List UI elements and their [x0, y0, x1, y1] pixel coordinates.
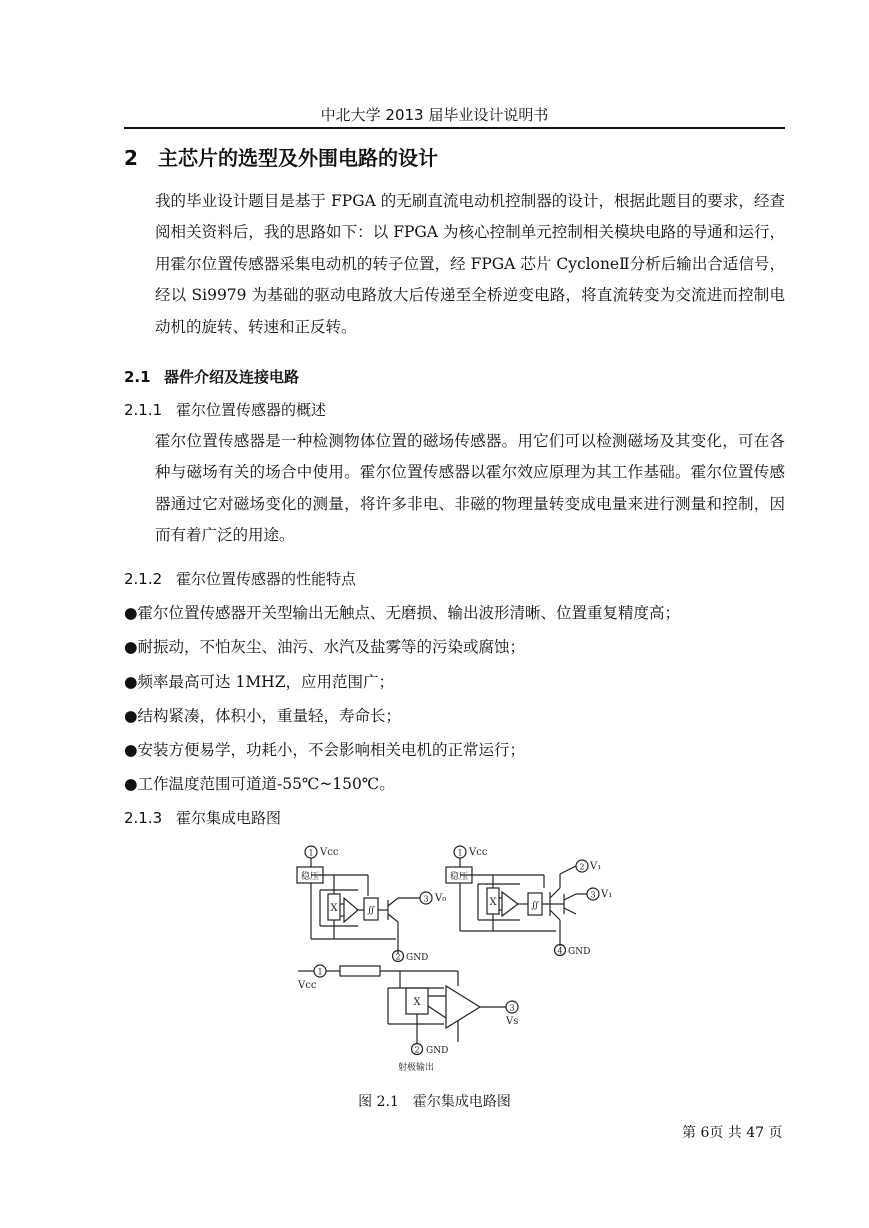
section-title: 霍尔集成电路图 [176, 809, 282, 827]
pin-number: 1 [308, 848, 314, 858]
vcc-label: Vcc [298, 980, 317, 991]
section-heading-2-1-2 [124, 568, 356, 589]
pin-number: 3 [590, 890, 596, 900]
feature-bullet: ●霍尔位置传感器开关型输出无触点、无磨损、输出波形清晰、位置重复精度高； [124, 604, 681, 622]
section-title: 器件介绍及连接电路 [164, 368, 300, 386]
pin-number: 2 [579, 862, 585, 872]
section-number: 2.1.3 [124, 809, 163, 827]
hall-overview-paragraph [124, 426, 785, 552]
vs-label: Vs [506, 1016, 519, 1027]
pin-number: 2 [395, 952, 401, 962]
hall-overview-text: 霍尔位置传感器是一种检测物体位置的磁场传感器。用它们可以检测磁场及其变化，可在各种与磁场有关的场合中使用。霍尔位置传感器以霍尔效应原理为其工作基础。霍尔位置传感器通过它对磁场变化的测量，将许多非电、非磁的物理量转变成电量来进行测量和控制，因而有着广泛的用途。 [155, 432, 785, 545]
gnd-label: GND [568, 947, 591, 957]
feature-bullet: ●安装方便易学，功耗小，不会影响相关电机的正常运行； [124, 741, 526, 759]
vo-label: V₀ [435, 893, 447, 904]
hall-x-label: X [330, 903, 338, 914]
chapter-title [124, 142, 438, 171]
hall-x-label: X [489, 897, 497, 908]
figure-caption: 图 2.1 霍尔集成电路图 [358, 1094, 511, 1110]
resistor [340, 966, 380, 976]
section-heading-2-1-1 [124, 399, 326, 420]
emitter-output-note: 射极输出 [398, 1063, 435, 1073]
trigger-label: ∬ [531, 901, 539, 911]
pin-number: 4 [557, 946, 563, 956]
gnd-label: GND [426, 1046, 449, 1056]
v2-label: V₁ [601, 889, 613, 900]
circuit-a [297, 846, 446, 963]
section-heading-2-1-3 [124, 807, 281, 828]
amplifier-triangle [446, 986, 480, 1028]
feature-bullet: ●工作温度范围可道道-55℃~150℃。 [124, 775, 395, 793]
section-number: 2.1.1 [124, 401, 163, 419]
vcc-label: Vcc [469, 847, 488, 858]
page-number: 第 6页 共 47 页 [682, 1125, 783, 1141]
regulator-label: 稳压 [449, 872, 469, 882]
feature-bullet: ●耐振动，不怕灰尘、油污、水汽及盐雾等的污染或腐蚀； [124, 638, 526, 656]
pin-number: 3 [509, 1003, 515, 1013]
chapter-number: 2 [124, 146, 138, 170]
feature-bullet: ●结构紧凑，体积小，重量轻，寿命长； [124, 707, 402, 725]
hall-circuit-figure [288, 838, 613, 1084]
amplifier-triangle [502, 892, 518, 916]
section-title: 霍尔位置传感器的概述 [176, 401, 327, 419]
running-header: 中北大学 2013 届毕业设计说明书 [320, 106, 549, 124]
vcc-label: Vcc [320, 847, 339, 858]
pin-number: 1 [457, 848, 463, 858]
pin-number: 3 [423, 894, 429, 904]
pin-number: 2 [414, 1045, 420, 1055]
section-number: 2.1.2 [124, 570, 163, 588]
pin-number: 1 [317, 967, 323, 977]
hall-x-label: X [413, 997, 421, 1008]
amplifier-triangle [344, 898, 358, 922]
v1-label: V₁ [590, 861, 602, 872]
circuit-c [297, 965, 518, 1073]
section-title: 霍尔位置传感器的性能特点 [176, 570, 357, 588]
intro-text: 我的毕业设计题目是基于 FPGA 的无刷直流电动机控制器的设计，根据此题目的要求，经查阅相关资料后，我的思路如下：以 FPGA 为核心控制单元控制相关模块电路的导通和运行，用霍尔位置传感器采集电动机的转子位置，经 FPGA 芯片 CycloneⅡ分析后输出合适信号，经以 Si9979 为基础的驱动电路放大后传递至全桥逆变电路，将直流转变为交流进而控制电动机的旋转、转速和正反转。 [155, 192, 785, 336]
section-heading-2-1 [124, 366, 299, 387]
gnd-label: GND [406, 953, 429, 963]
intro-paragraph [124, 186, 785, 343]
section-number: 2.1 [124, 368, 151, 386]
header-rule [124, 127, 785, 129]
feature-bullet: ●频率最高可达 1MHZ，应用范围广； [124, 673, 394, 691]
regulator-label: 稳压 [300, 872, 320, 882]
circuit-b [446, 846, 612, 957]
trigger-label: ∬ [367, 906, 375, 916]
chapter-title-text: 主芯片的选型及外围电路的设计 [158, 146, 438, 170]
